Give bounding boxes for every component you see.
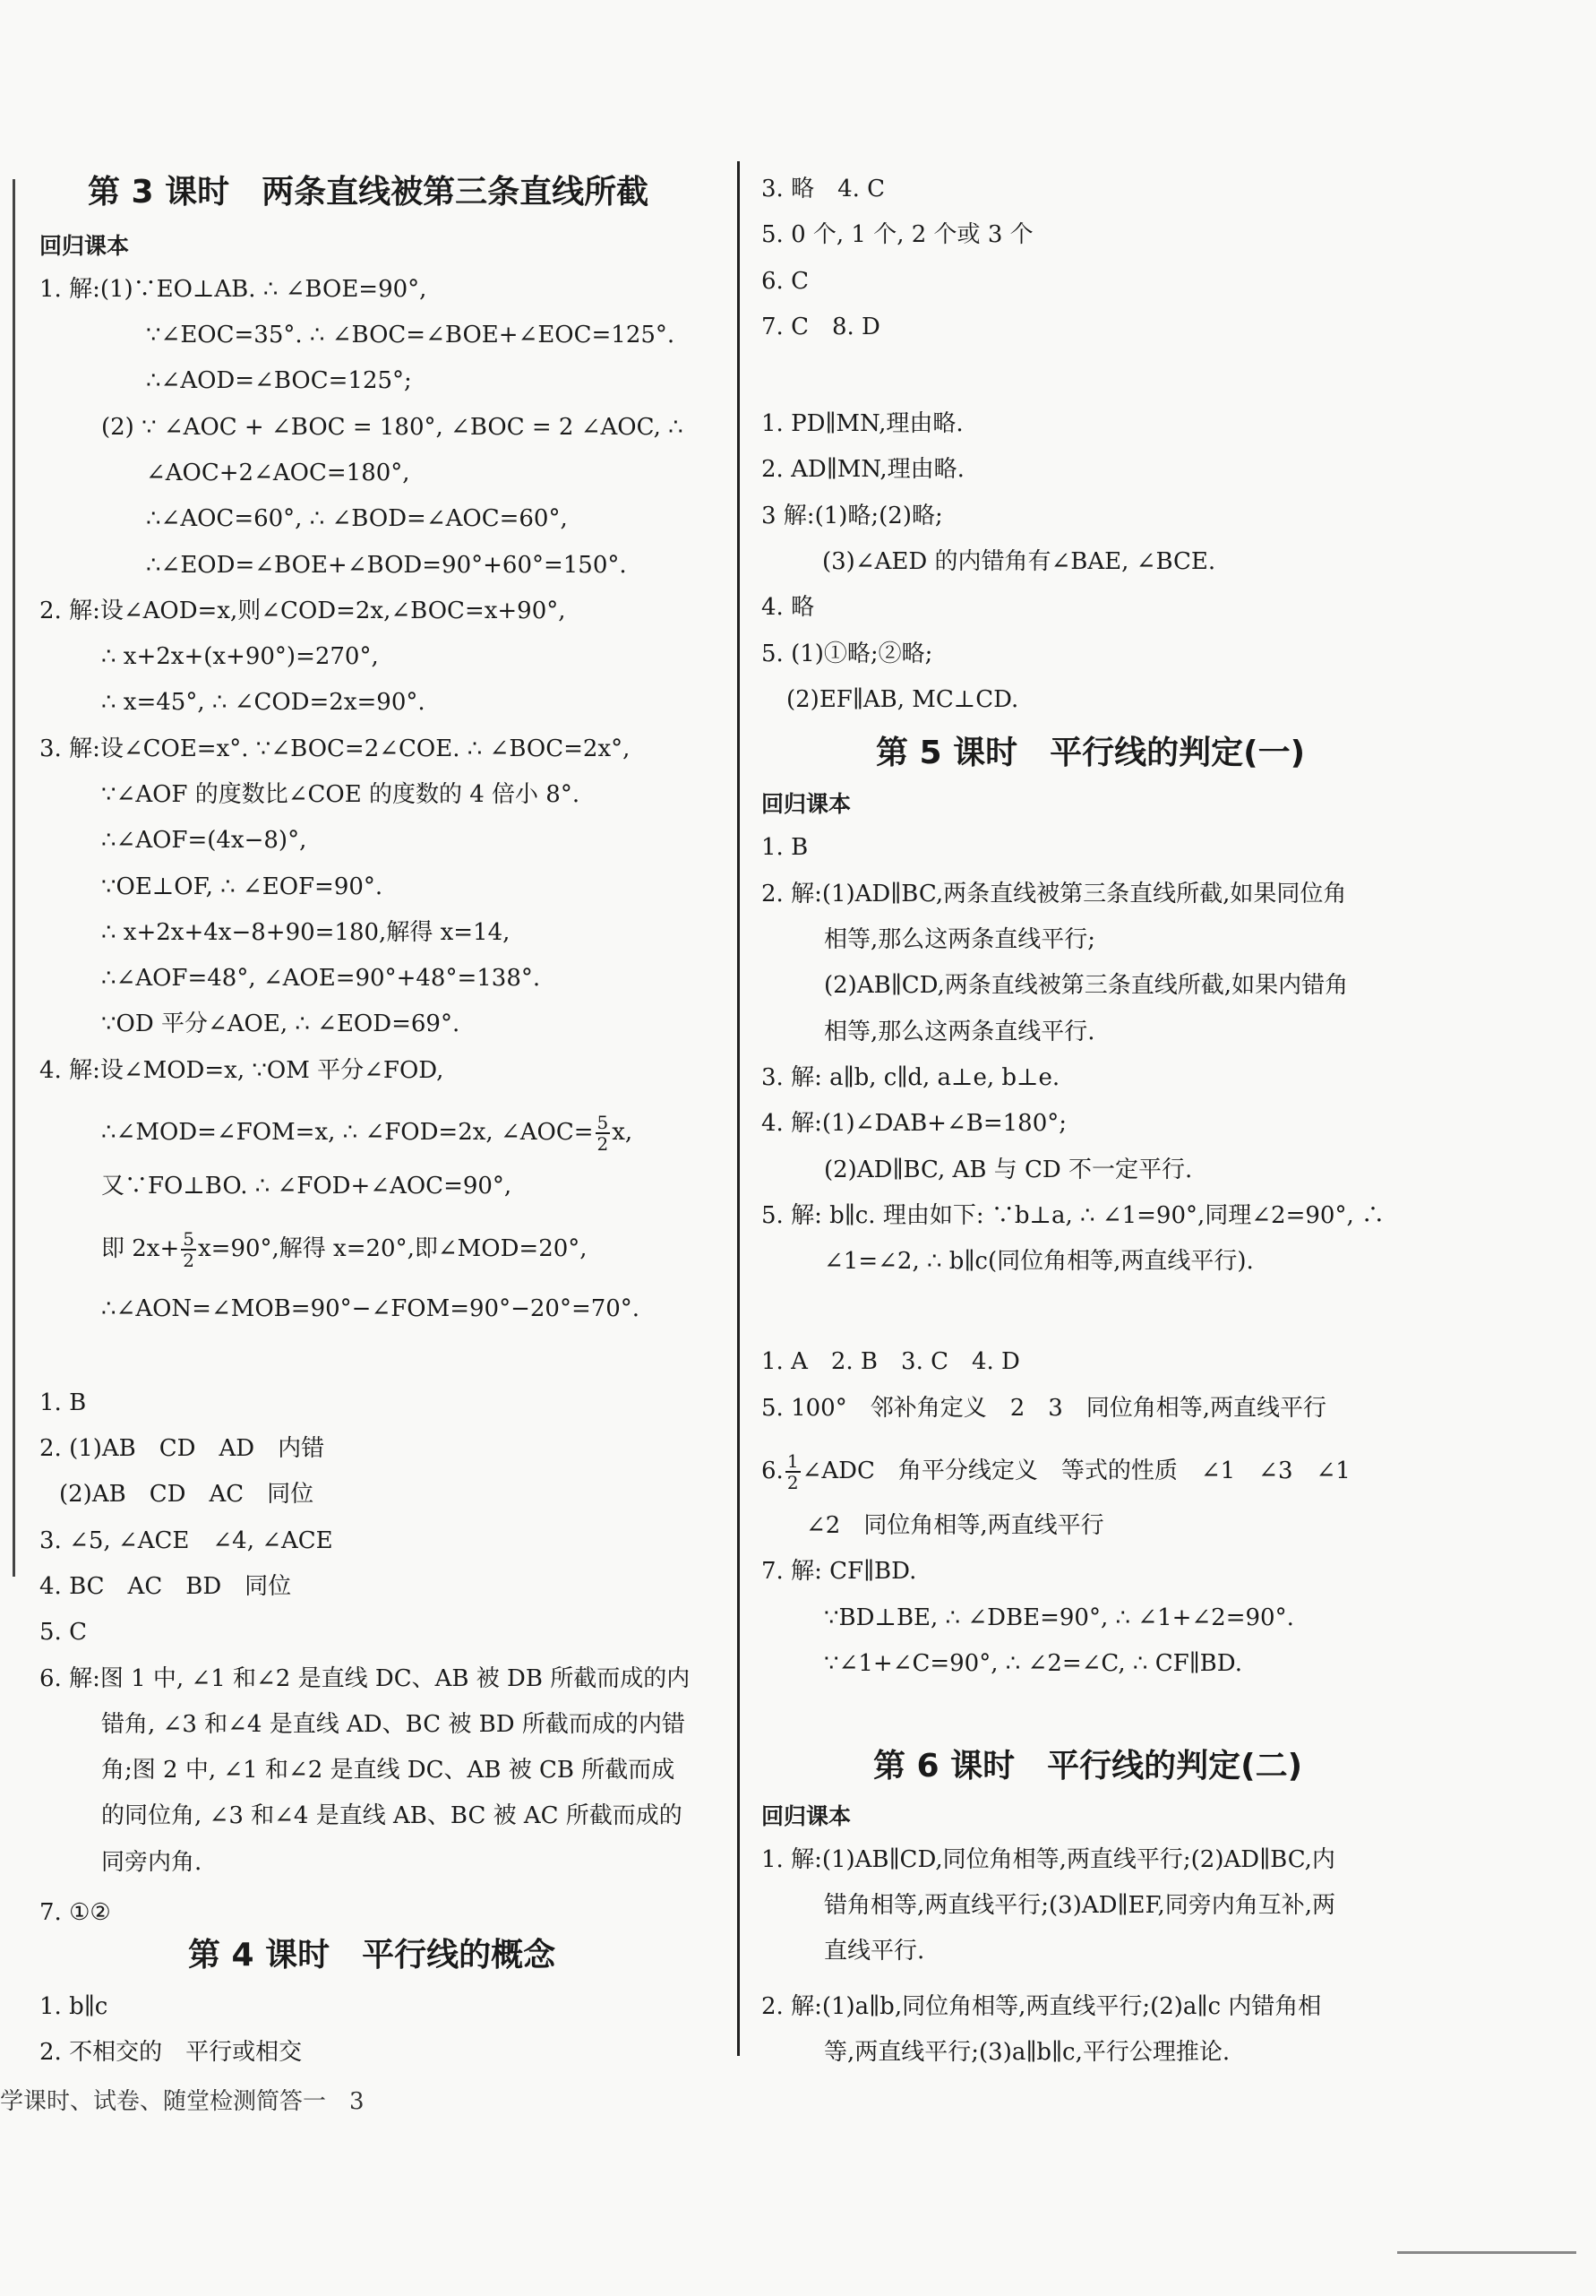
l5-q6-line — [761, 1451, 1351, 1492]
frac-denominator: 2 — [183, 1250, 194, 1271]
l3-q4-line2 — [101, 1113, 632, 1154]
l4-right-line: (2)EF∥AB, MC⊥CD. — [786, 686, 1019, 713]
l3-q4-line3: 又∵FO⊥BO. ∴ ∠FOD+∠AOC=90°, — [101, 1173, 512, 1200]
lesson3-title: 第 3 课时 两条直线被第三条直线所截 — [88, 174, 649, 211]
l4-right-line: 4. 略 — [761, 594, 815, 621]
l3-q4-line4-b: x=90°,解得 x=20°,即∠MOD=20°, — [198, 1235, 588, 1262]
l3-line: 2. 解:设∠AOD=x,则∠COD=2x,∠BOC=x+90°, — [39, 598, 566, 624]
l5-line: 7. 解: CF∥BD. — [761, 1558, 917, 1585]
fraction-five-halves — [596, 1113, 611, 1154]
l5-line: 3. 解: a∥b, c∥d, a⊥e, b⊥e. — [761, 1064, 1060, 1091]
l5-line: ∵BD⊥BE, ∴ ∠DBE=90°, ∴ ∠1+∠2=90°. — [824, 1604, 1294, 1631]
l5-line: 5. 100° 邻补角定义 2 3 同位角相等,两直线平行 — [761, 1395, 1327, 1422]
page-footer: 学课时、试卷、随堂检测简答一 3 — [0, 2088, 365, 2115]
l5-q6-b: ∠ADC 角平分线定义 等式的性质 ∠1 ∠3 ∠1 — [802, 1458, 1351, 1484]
l4-right-line: 5. (1)①略;②略; — [761, 641, 933, 667]
frac-denominator: 2 — [596, 1133, 609, 1155]
l3-q4-line2-b: x, — [612, 1119, 633, 1146]
l3-q4-line4 — [101, 1229, 588, 1270]
lesson3-section: 回归课本 — [39, 233, 130, 259]
l4-right-line: 3 解:(1)略;(2)略; — [761, 503, 943, 529]
l5-line: (2)AD∥BC, AB 与 CD 不一定平行. — [824, 1157, 1193, 1183]
l5-line: (2)AB∥CD,两条直线被第三条直线所截,如果内错角 — [824, 972, 1349, 999]
l5-line: 1. B — [761, 834, 809, 861]
l5-line: ∵∠1+∠C=90°, ∴ ∠2=∠C, ∴ CF∥BD. — [824, 1650, 1242, 1677]
l6-line: 等,两直线平行;(3)a∥b∥c,平行公理推论. — [824, 2039, 1231, 2066]
l4-right-line: 2. AD∥MN,理由略. — [761, 456, 965, 483]
l5-line: 4. 解:(1)∠DAB+∠B=180°; — [761, 1110, 1068, 1137]
l4-right-line: 3. 略 4. C — [761, 176, 886, 202]
l3-line: ∴ x=45°, ∴ ∠COD=2x=90°. — [101, 689, 425, 716]
l4-left-line: 1. b∥c — [39, 1993, 108, 2020]
frac-numerator: 5 — [596, 1112, 609, 1133]
l3-line: 3. 解:设∠COE=x°. ∵∠BOC=2∠COE. ∴ ∠BOC=2x°, — [39, 735, 631, 762]
l3-ex-line: (2)AB CD AC 同位 — [59, 1481, 314, 1508]
l4-left-line: 2. 不相交的 平行或相交 — [39, 2039, 303, 2066]
l3-line: ∵∠AOF 的度数比∠COE 的度数的 4 倍小 8°. — [101, 781, 580, 808]
l6-line: 错角相等,两直线平行;(3)AD∥EF,同旁内角互补,两 — [824, 1892, 1335, 1919]
l3-ex-line: 的同位角, ∠3 和∠4 是直线 AB、BC 被 AC 所截而成的 — [101, 1802, 682, 1829]
l3-line: ∴∠AOC=60°, ∴ ∠BOD=∠AOC=60°, — [146, 505, 568, 532]
l5-line: ∠1=∠2, ∴ b∥c(同位角相等,两直线平行). — [824, 1248, 1254, 1275]
l3-line: 1. 解:(1)∵EO⊥AB. ∴ ∠BOE=90°, — [39, 276, 427, 303]
l3-ex-line: 角;图 2 中, ∠1 和∠2 是直线 DC、AB 被 CB 所截而成 — [101, 1757, 675, 1784]
lesson6-section: 回归课本 — [761, 1803, 852, 1829]
l3-q4-line4-a: 即 2x+ — [101, 1235, 180, 1262]
l3-line: ∴∠AOD=∠BOC=125°; — [146, 367, 412, 394]
frac-denominator: 2 — [786, 1472, 799, 1493]
l3-line: ∵∠EOC=35°. ∴ ∠BOC=∠BOE+∠EOC=125°. — [146, 322, 675, 348]
l4-right-line: (3)∠AED 的内错角有∠BAE, ∠BCE. — [822, 548, 1216, 575]
frac-numerator: 1 — [786, 1450, 799, 1472]
l5-q6-a: 6. — [761, 1458, 784, 1484]
l5-line: 相等,那么这两条直线平行; — [824, 926, 1096, 953]
frac-numerator: 5 — [183, 1228, 194, 1250]
l6-line: 1. 解:(1)AB∥CD,同位角相等,两直线平行;(2)AD∥BC,内 — [761, 1846, 1335, 1873]
l3-q4-line5: ∴∠AON=∠MOB=90°−∠FOM=90°−20°=70°. — [101, 1295, 640, 1322]
l4-right-line: 7. C 8. D — [761, 314, 880, 340]
l3-line: ∴ x+2x+4x−8+90=180,解得 x=14, — [101, 919, 511, 946]
l3-line: ∴∠EOD=∠BOE+∠BOD=90°+60°=150°. — [146, 552, 627, 579]
l3-ex-line: 1. B — [39, 1389, 87, 1416]
l5-line: 2. 解:(1)AD∥BC,两条直线被第三条直线所截,如果同位角 — [761, 881, 1347, 907]
l3-ex-line: 2. (1)AB CD AD 内错 — [39, 1435, 325, 1462]
column-divider — [737, 161, 740, 2056]
l5-line: ∠2 同位角相等,两直线平行 — [806, 1512, 1104, 1539]
l5-line: 1. A 2. B 3. C 4. D — [761, 1348, 1020, 1375]
l3-ex-line: 7. ①② — [39, 1899, 111, 1926]
lesson6-title: 第 6 课时 平行线的判定(二) — [873, 1748, 1303, 1784]
lesson4-title: 第 4 课时 平行线的概念 — [188, 1937, 556, 1974]
fraction-five-halves — [181, 1229, 196, 1270]
l3-line: ∴ x+2x+(x+90°)=270°, — [101, 643, 379, 670]
l6-line: 直线平行. — [824, 1938, 925, 1965]
l3-ex-line: 错角, ∠3 和∠4 是直线 AD、BC 被 BD 所截而成的内错 — [101, 1711, 685, 1738]
l3-ex-line: 同旁内角. — [101, 1849, 202, 1876]
l5-line: 相等,那么这两条直线平行. — [824, 1019, 1095, 1045]
l3-ex-line: 5. C — [39, 1619, 87, 1646]
l3-line: ∴∠AOF=(4x−8)°, — [101, 827, 307, 854]
right-column — [752, 0, 1558, 2096]
l3-ex-line: 4. BC AC BD 同位 — [39, 1573, 292, 1600]
l4-right-line: 5. 0 个, 1 个, 2 个或 3 个 — [761, 221, 1034, 248]
l3-line: ∵OE⊥OF, ∴ ∠EOF=90°. — [101, 873, 383, 900]
l3-line: ∴∠AOF=48°, ∠AOE=90°+48°=138°. — [101, 965, 541, 992]
l3-ex-line: 3. ∠5, ∠ACE ∠4, ∠ACE — [39, 1527, 333, 1554]
l3-q4-line2-a: ∴∠MOD=∠FOM=x, ∴ ∠FOD=2x, ∠AOC= — [101, 1119, 594, 1146]
l3-line: ∵OD 平分∠AOE, ∴ ∠EOD=69°. — [101, 1010, 460, 1037]
fraction-one-half — [785, 1451, 801, 1492]
l6-line: 2. 解:(1)a∥b,同位角相等,两直线平行;(2)a∥c 内错角相 — [761, 1993, 1322, 2020]
l4-right-line: 6. C — [761, 268, 809, 295]
l5-line: 5. 解: b∥c. 理由如下: ∵b⊥a, ∴ ∠1=90°,同理∠2=90°, ∴ — [761, 1202, 1385, 1229]
l4-right-line: 1. PD∥MN,理由略. — [761, 410, 964, 437]
left-column — [0, 0, 734, 2115]
lesson5-section: 回归课本 — [761, 791, 852, 817]
bottom-rule — [1397, 2251, 1576, 2254]
l3-ex-line: 6. 解:图 1 中, ∠1 和∠2 是直线 DC、AB 被 DB 所截而成的内 — [39, 1665, 691, 1692]
l3-line: ∠AOC+2∠AOC=180°, — [146, 460, 410, 486]
l3-line: (2) ∵ ∠AOC + ∠BOC = 180°, ∠BOC = 2 ∠AOC, ∴ — [101, 414, 683, 441]
lesson5-title: 第 5 课时 平行线的判定(一) — [876, 735, 1306, 771]
l3-line: 4. 解:设∠MOD=x, ∵OM 平分∠FOD, — [39, 1057, 444, 1084]
